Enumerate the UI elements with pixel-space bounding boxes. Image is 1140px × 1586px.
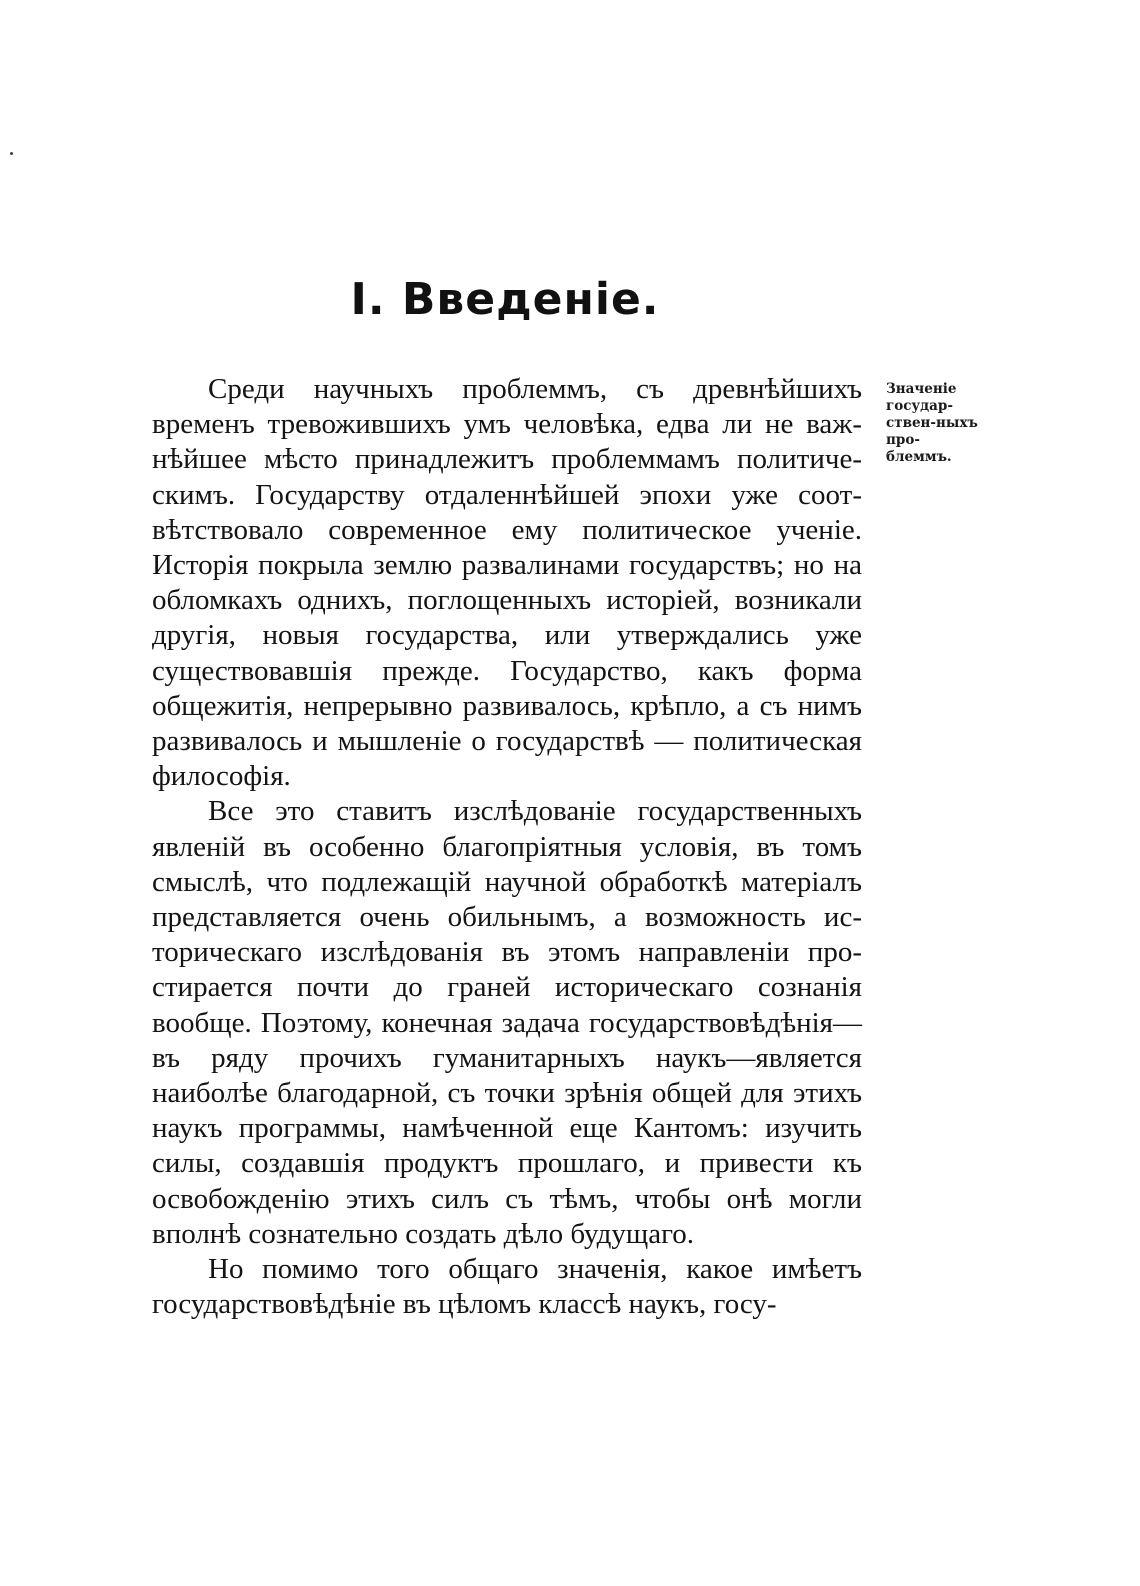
paragraph-1: Среди научныхъ проблеммъ, съ древнѣйшихъ временъ тревожившихъ умъ человѣка, едва ли не важнѣйшее мѣсто принадлежитъ проблеммамъ политическимъ. Государству отдаленнѣйшей эпохи уже соотвѣтствовало современное ему политическое ученіе. Исторія покрыла землю развалинами государствъ; но на обломкахъ однихъ, поглощенныхъ исторіей, возникали другія, новыя государства, или утверждались уже существовавшія прежде. Государство, какъ форма общежитія, непрерывно развивалось, крѣпло, а съ нимъ развивалось и мышленіе о государствѣ — политическая философія.: [152, 373, 862, 793]
paragraph-2: Все это ставитъ изслѣдованіе государственныхъ явленій въ особенно благопріятныя условія, въ томъ смыслѣ, что подлежащій научной обработкѣ матеріалъ представляется очень обильнымъ, а возможность историческаго изслѣдованія въ этомъ направленіи простирается почти до граней историческаго сознанія вообще. Поэтому, конечная задача государствовѣдѣнія—въ ряду прочихъ гуманитарныхъ наукъ—является наиболѣе благодарной, съ точки зрѣнія общей для этихъ наукъ программы, намѣченной еще Кантомъ: изучить силы, создавшія продуктъ прошлаго, и привести къ освобожденію этихъ силъ съ тѣмъ, чтобы онѣ могли вполнѣ сознательно создать дѣло будущаго.: [152, 795, 862, 1250]
paragraph-3: Но помимо того общаго значенія, какое имѣетъ государствовѣдѣніе въ цѣломъ классѣ наукъ, госу-: [152, 1253, 862, 1321]
chapter-title: I. Введеніе.: [350, 274, 660, 325]
main-text: [152, 372, 862, 1322]
scan-speck: [10, 152, 13, 155]
margin-note: Значеніе государ-ствен-ныхъ про-блеммъ.: [886, 381, 978, 465]
